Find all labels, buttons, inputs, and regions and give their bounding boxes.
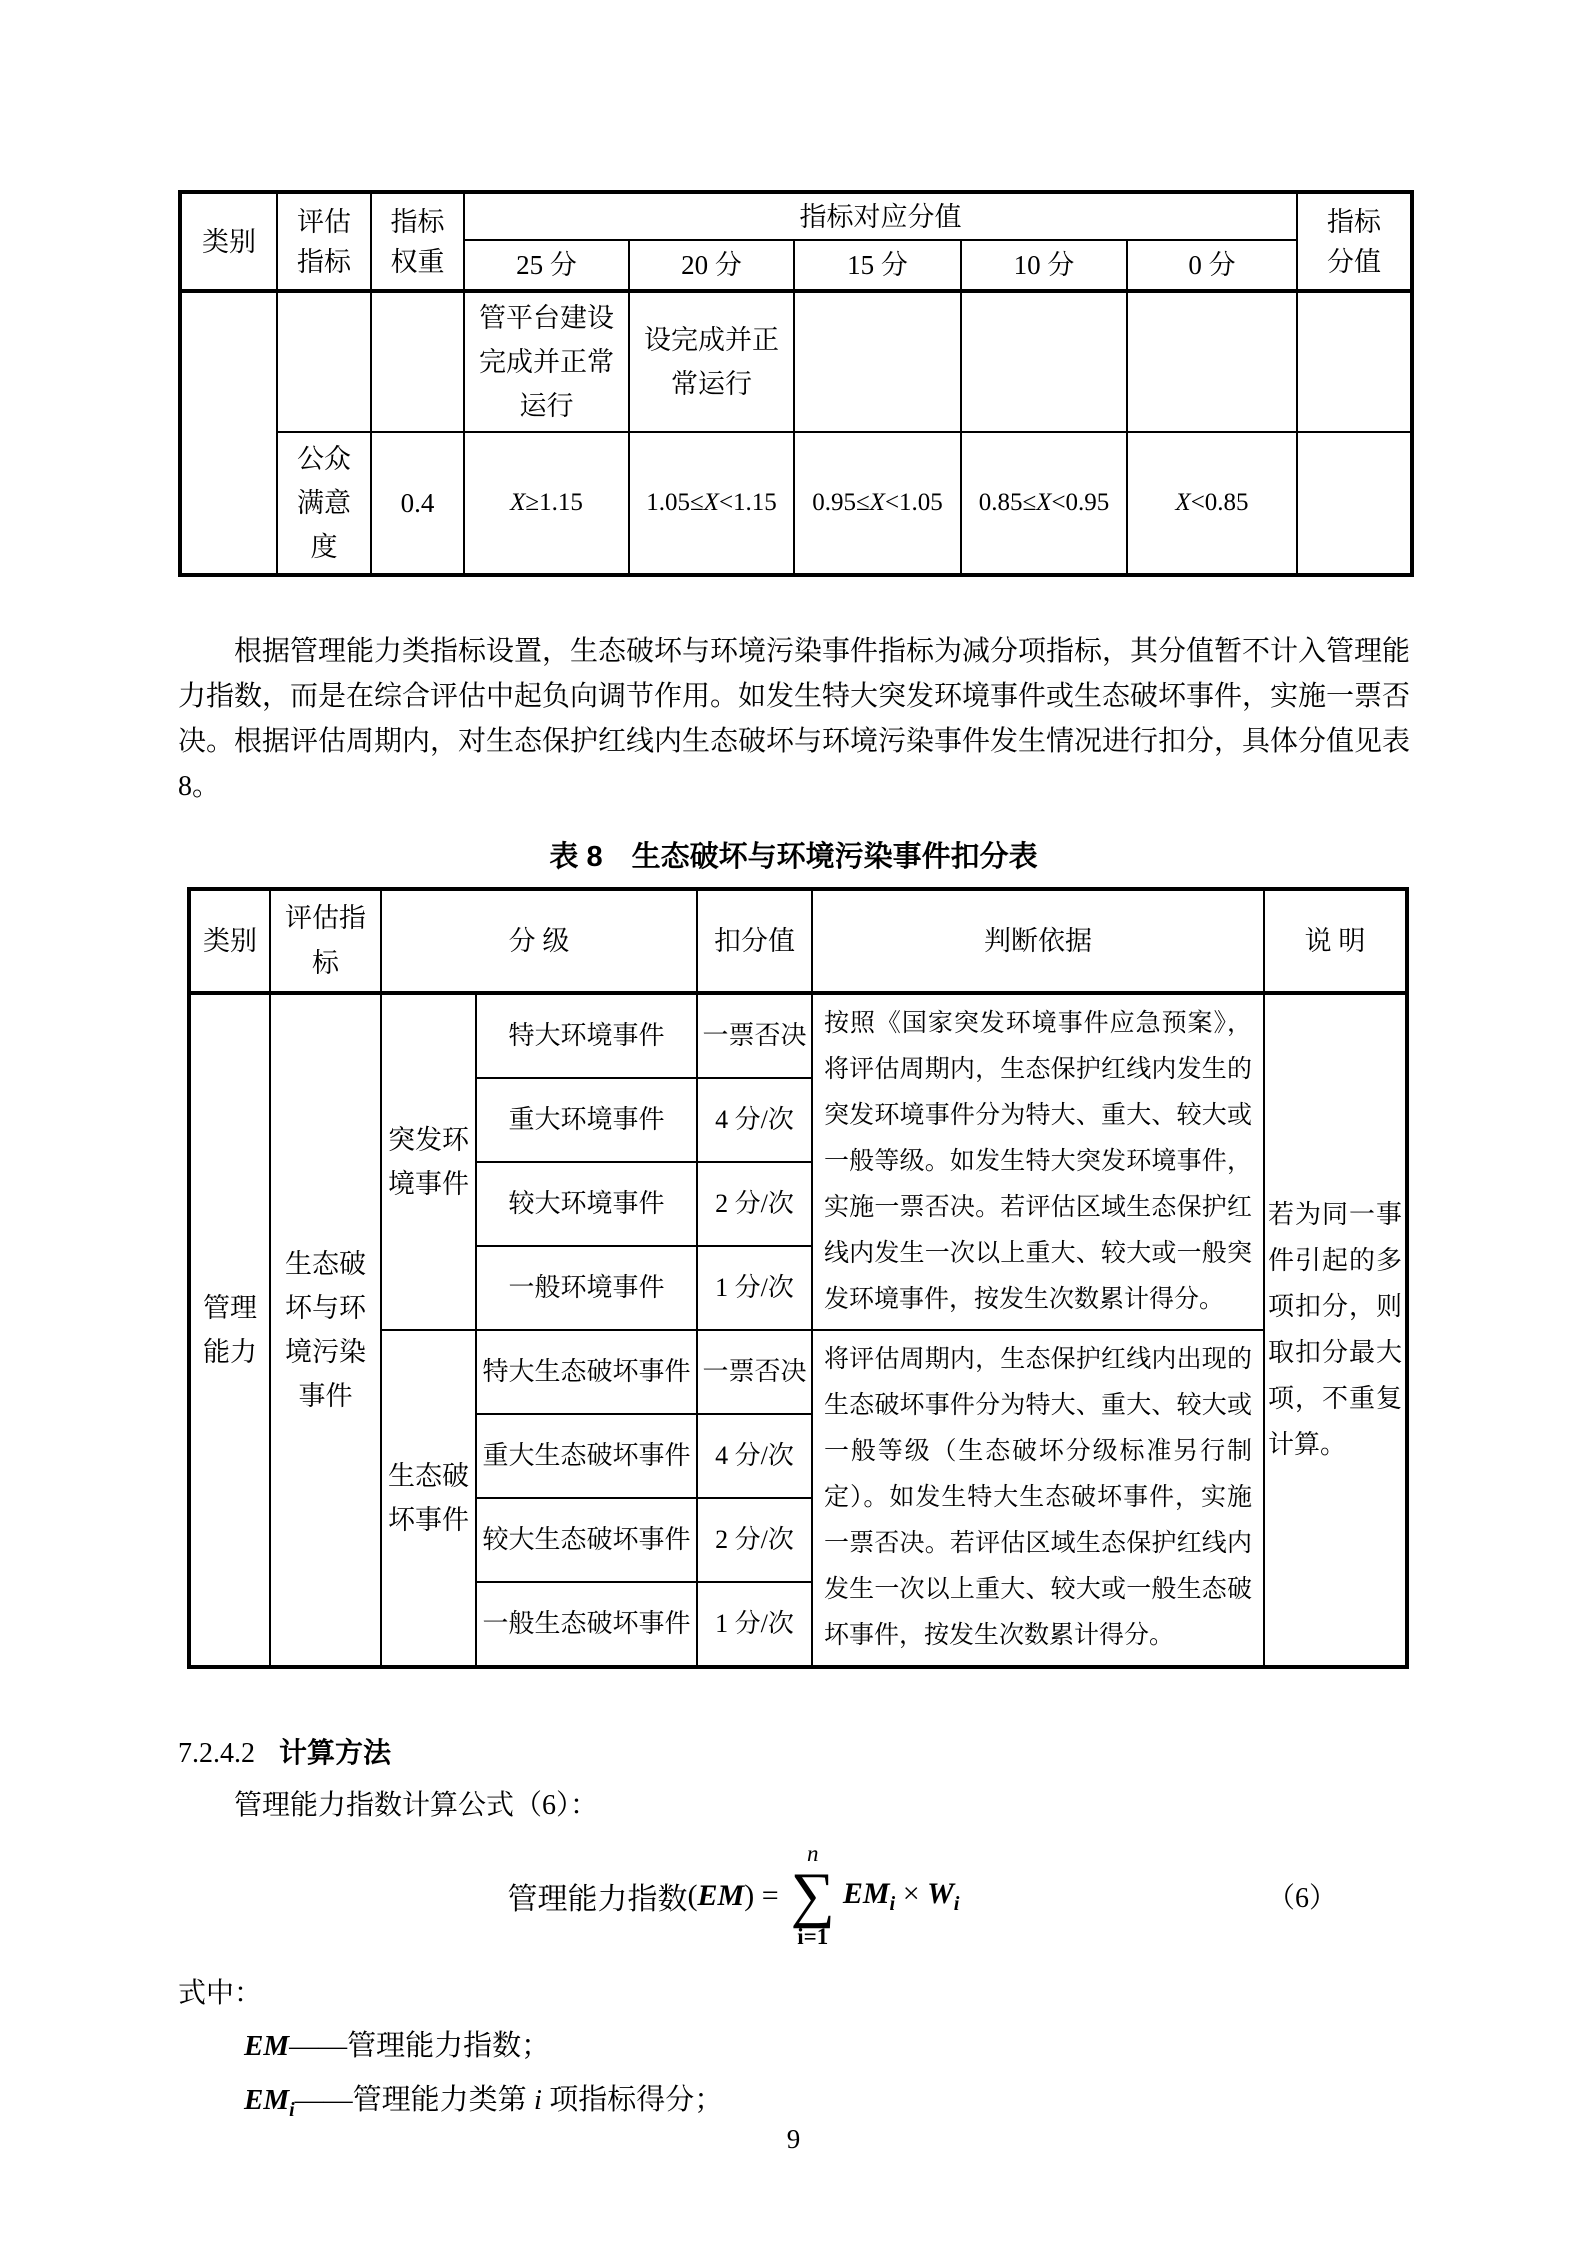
t7-cell-score-25: X≥1.15 [464, 432, 629, 575]
definition-emi-symbol: $EM_i$ [244, 2084, 295, 2121]
t7-cell-score-0: X<0.85 [1127, 432, 1297, 575]
term-w: W [927, 1876, 954, 1910]
t8-header-deduction: 扣分值 [697, 889, 812, 993]
sigma-symbol: ∑ [790, 1861, 835, 1929]
table-row [180, 432, 1412, 575]
t8-header-note: 说 明 [1264, 889, 1407, 993]
t7-header-scores-group: 指标对应分值 [464, 192, 1297, 240]
term-em-sub: i [889, 1892, 896, 1915]
definition-emi-text2: 项指标得分； [541, 2084, 724, 2116]
t8-grade: 一般生态破坏事件 [476, 1582, 697, 1667]
table-row [189, 993, 1407, 1078]
t8-grade: 较大环境事件 [476, 1162, 697, 1246]
t8-grade: 一般环境事件 [476, 1246, 697, 1330]
t8-grade: 特大环境事件 [476, 993, 697, 1078]
t7-header-score-15: 15 分 [794, 240, 961, 291]
t8-cell-category: 管理能力 [189, 993, 270, 1667]
t7-header-weight: 指标权重 [371, 192, 464, 291]
formula-intro: 管理能力指数计算公式（6）： [234, 1790, 599, 1821]
section-title: 计算方法 [279, 1737, 392, 1768]
t8-grade: 重大生态破坏事件 [476, 1414, 697, 1498]
formula [508, 1842, 960, 1950]
page-number: 9 [786, 2124, 801, 2154]
t7-cell-iscore-empty2 [1297, 432, 1412, 575]
t7-header-category: 类别 [180, 192, 277, 291]
t7-cell-score-20: 1.05≤X<1.15 [629, 432, 794, 575]
t7-cell-indicator-empty [277, 291, 371, 432]
t7-cell-20-text: 设完成并正常运行 [629, 291, 794, 432]
sigma-sum [791, 1842, 835, 1950]
t7-cell-weight-value: 0.4 [371, 432, 464, 575]
sigma-upper-limit: n [806, 1841, 819, 1866]
t8-grade: 重大环境事件 [476, 1078, 697, 1162]
section-number: 7.2.4.2 [178, 1738, 255, 1769]
times-sign: × [902, 1876, 920, 1910]
section-heading [178, 1731, 1409, 1771]
term-w-sub: i [953, 1892, 960, 1915]
t8-deduction: 4 分/次 [697, 1078, 812, 1162]
t7-cell-score-10: 0.85≤X<0.95 [961, 432, 1127, 575]
t8-deduction: 一票否决 [697, 993, 812, 1078]
t8-deduction: 4 分/次 [697, 1414, 812, 1498]
equation-number: （6） [1266, 1883, 1337, 1914]
t8-cell-indicator: 生态破坏与环境污染事件 [270, 993, 381, 1667]
t8-grade: 较大生态破坏事件 [476, 1498, 697, 1582]
t8-deduction: 2 分/次 [697, 1498, 812, 1582]
t7-cell-weight-empty [371, 291, 464, 432]
t7-cell-0-empty [1127, 291, 1297, 432]
sigma-lower-limit: i=1 [797, 1924, 829, 1949]
t8-header-category: 类别 [189, 889, 270, 993]
table-row [180, 291, 1412, 432]
formula-term [843, 1877, 960, 1916]
where-label: 式中： [178, 1978, 263, 2009]
t7-cell-category-empty [180, 291, 277, 575]
table8-caption: 表 8 生态破坏与环境污染事件扣分表 [549, 841, 1038, 873]
t8-basis-environment: 按照《国家突发环境事件应急预案》，将评估周期内，生态保护红线内发生的突发环境事件分为特大、重大、较大或一般等级。如发生特大突发环境事件，实施一票否决。若评估区域生态保护红线内发生一次以上重大、较大或一般突发环境事件，按发生次数累计得分。 [812, 993, 1264, 1330]
t8-deduction: 1 分/次 [697, 1246, 812, 1330]
t7-header-score-20: 20 分 [629, 240, 794, 291]
formula-equals: ) = [744, 1879, 779, 1912]
t8-header-basis: 判断依据 [812, 889, 1264, 993]
t7-header-indicator: 评估指标 [277, 192, 371, 291]
t7-header-score-0: 0 分 [1127, 240, 1297, 291]
definition-emi-text1: ——管理能力类第 [294, 2084, 534, 2116]
t8-deduction: 2 分/次 [697, 1162, 812, 1246]
t7-cell-10-empty [961, 291, 1127, 432]
definition-emi-ivar: i [533, 2084, 542, 2116]
definition-em-text: ——管理能力指数； [289, 2030, 551, 2062]
t7-header-indicator-score: 指标分值 [1297, 192, 1412, 291]
t8-header-grade: 分 级 [381, 889, 697, 993]
t8-header-indicator: 评估指标 [270, 889, 381, 993]
formula-lhs-name: 管理能力指数 [507, 1883, 688, 1916]
t8-deduction: 1 分/次 [697, 1582, 812, 1667]
t7-cell-25-text: 管平台建设完成并正常运行 [464, 291, 629, 432]
t7-header-score-25: 25 分 [464, 240, 629, 291]
t8-grade: 特大生态破坏事件 [476, 1330, 697, 1414]
formula-em-symbol: EM [697, 1879, 745, 1912]
body-paragraph: 根据管理能力类指标设置，生态破坏与环境污染事件指标为减分项指标，其分值暂不计入管理能力指数，而是在综合评估中起负向调节作用。如发生特大突发环境事件或生态破坏事件，实施一票否决。根据评估周期内，对生态保护红线内生态破坏与环境污染事件发生情况进行扣分，具体分值见表 8。 [178, 636, 1411, 802]
t7-cell-iscore-empty [1297, 291, 1412, 432]
formula-row [0, 1835, 1587, 1957]
formula-open-paren: ( [687, 1879, 698, 1912]
t7-cell-15-empty [794, 291, 961, 432]
t7-cell-indicator-public: 公众满意度 [277, 432, 371, 575]
t8-deduction: 一票否决 [697, 1330, 812, 1414]
table-indicator-score-values [178, 190, 1414, 577]
t8-basis-ecological: 将评估周期内，生态保护红线内出现的生态破坏事件分为特大、重大、较大或一般等级（生态破坏分级标准另行制定）。如发生特大生态破坏事件，实施一票否决。若评估区域生态保护红线内发生一次以上重大、较大或一般生态破坏事件，按发生次数累计得分。 [812, 1330, 1264, 1667]
t8-note: 若为同一事件引起的多项扣分，则取扣分最大项，不重复计算。 [1264, 993, 1407, 1667]
definition-em [178, 2023, 1409, 2069]
t8-group-ecological-events: 生态破坏事件 [381, 1330, 476, 1667]
t7-header-score-10: 10 分 [961, 240, 1127, 291]
term-em: EM [842, 1876, 890, 1910]
table-deduction-events [187, 887, 1409, 1669]
t8-group-environment-events: 突发环境事件 [381, 993, 476, 1330]
definition-em-symbol: EM [244, 2030, 290, 2062]
t7-cell-score-15: 0.95≤X<1.05 [794, 432, 961, 575]
